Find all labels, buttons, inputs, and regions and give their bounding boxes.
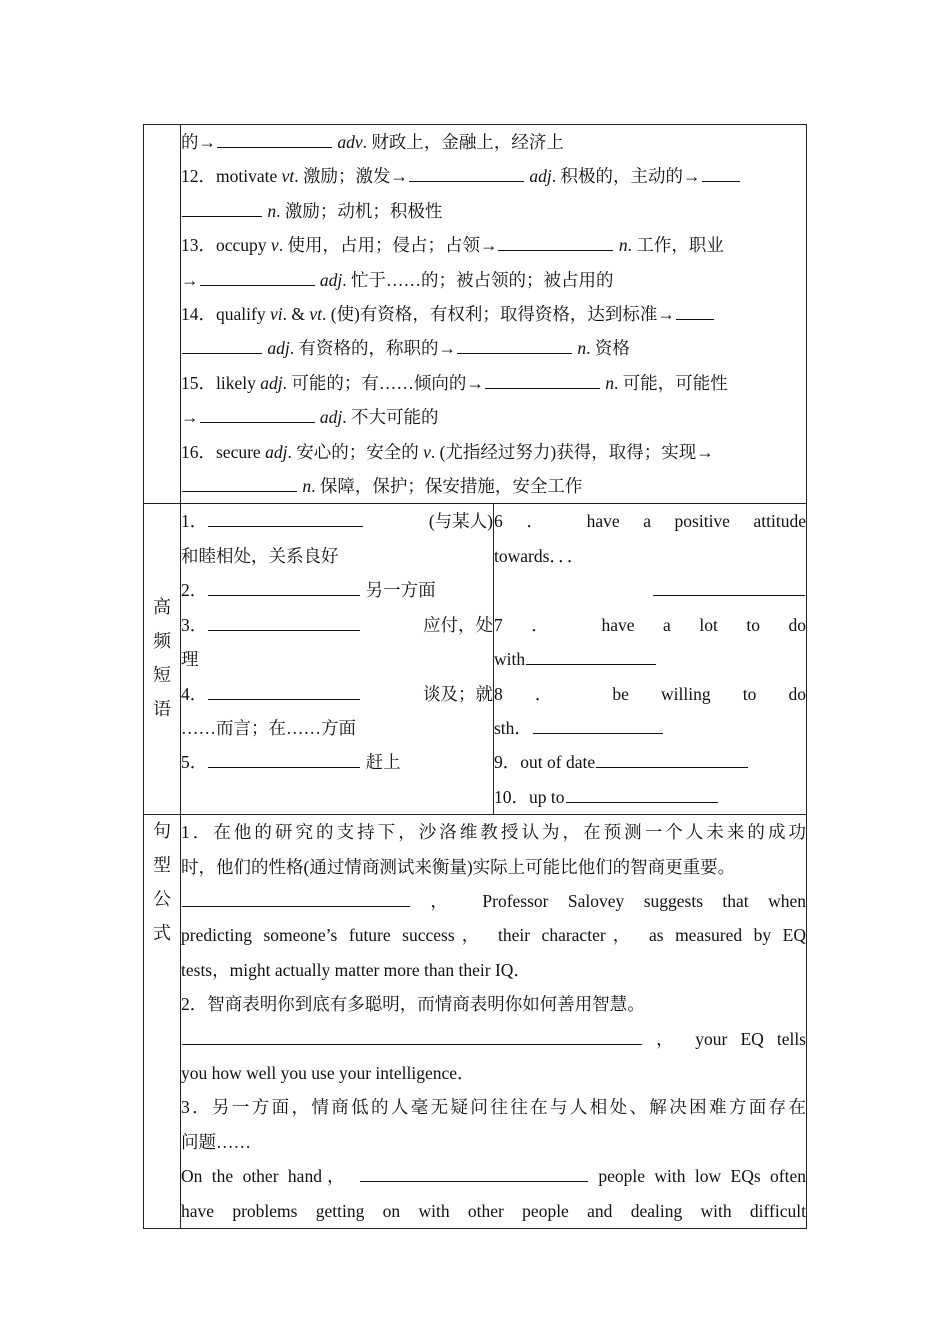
phrases-row	[144, 504, 807, 815]
phrase-text: ……而言；在……方面	[181, 717, 356, 738]
text: 另一方面	[361, 580, 436, 601]
pos-label: vt	[281, 166, 295, 187]
text: . 保障，保护；保安措施，安全工作	[311, 476, 583, 497]
answer-blank[interactable]	[182, 471, 297, 492]
vocab-line	[181, 435, 806, 469]
text: 2．	[181, 580, 208, 601]
sentences-category-cell	[144, 815, 181, 1229]
answer-blank[interactable]	[208, 747, 360, 768]
text: with	[494, 649, 526, 670]
category-label: 句型公式	[153, 821, 171, 945]
answer-blank[interactable]	[485, 368, 600, 389]
text: people with low EQs often	[598, 1166, 806, 1187]
phrases-right-cell	[494, 504, 807, 815]
answer-blank[interactable]	[200, 265, 315, 286]
text: →	[181, 269, 199, 290]
phrase-text: towards．．．	[494, 545, 585, 566]
pos-label: v	[270, 235, 279, 256]
answer-blank[interactable]	[182, 886, 410, 907]
text: . 激励；激发→	[294, 166, 408, 187]
sentence-text: 3．另一方面，情商低的人毫无疑问往往在与人相处、解决困难方面存在	[181, 1097, 806, 1118]
sentence-text: 时，他们的性格(通过情商测试来衡量)实际上可能比他们的智商更重要。	[181, 856, 736, 877]
answer-blank[interactable]	[409, 161, 524, 182]
vocab-line	[181, 194, 806, 228]
pos-label: n	[302, 476, 312, 497]
sentence-line	[181, 1159, 806, 1193]
phrase-item	[181, 677, 493, 711]
pos-label: n	[267, 200, 277, 221]
sentence-text: 问题……	[181, 1131, 251, 1152]
answer-blank[interactable]	[208, 610, 360, 631]
answer-blank[interactable]	[526, 644, 656, 665]
pos-label: adj	[529, 166, 552, 187]
phrase-item	[494, 780, 806, 814]
phrase-item	[181, 608, 493, 642]
answer-blank[interactable]	[208, 575, 360, 596]
answer-blank[interactable]	[533, 713, 663, 734]
phrase-item	[494, 745, 806, 779]
text: 应付，处	[423, 614, 493, 635]
text: . 不大可能的	[342, 407, 439, 428]
worksheet-table	[143, 124, 807, 1229]
answer-blank[interactable]	[182, 1024, 642, 1045]
sentence-text: have problems getting on with other people and dealing with difficult	[181, 1200, 806, 1221]
text: 15．likely	[181, 372, 261, 393]
sentence-line	[181, 884, 806, 918]
category-label: 高频短语	[153, 597, 171, 721]
text: (与某人)	[428, 511, 493, 532]
text: . 忙于……的；被占领的；被占用的	[342, 269, 614, 290]
phrase-item	[181, 745, 493, 779]
pos-label: adv	[337, 132, 363, 152]
vocab-line	[181, 400, 806, 434]
text: 16．secure	[181, 441, 266, 462]
pos-label: n	[618, 235, 628, 256]
text: 4．	[181, 683, 208, 704]
text: . 工作，职业	[627, 235, 724, 256]
text: ， Professor Salovey suggests that when	[430, 890, 806, 911]
pos-label: vt	[309, 304, 322, 325]
text: →	[181, 407, 199, 428]
text: . 资格	[586, 338, 630, 359]
phrases-left-cell	[181, 504, 494, 815]
text: sth．	[494, 717, 532, 738]
vocab-cell	[181, 125, 807, 504]
pos-label: adj	[319, 407, 343, 428]
vocab-line	[181, 263, 806, 297]
text: . 安心的；安全的	[287, 441, 424, 462]
text: 10．up to	[494, 786, 565, 807]
phrase-text: 6 ． have a positive attitude	[494, 511, 806, 532]
text: 12．motivate	[181, 166, 282, 187]
answer-blank[interactable]	[208, 506, 363, 527]
answer-blank[interactable]	[566, 782, 718, 803]
vocab-line	[181, 469, 806, 503]
text: 的→	[181, 132, 216, 152]
answer-blank[interactable]	[182, 333, 262, 354]
sentence-text: 1．在他的研究的支持下，沙洛维教授认为，在预测一个人未来的成功	[181, 822, 806, 843]
phrase-text: 8 ． be willing to do	[494, 683, 806, 704]
vocab-category-cell	[144, 125, 181, 504]
sentence-text: predicting someone’s future success， their character， as measured by EQ	[181, 925, 806, 946]
text: 9．out of date	[494, 752, 596, 773]
pos-label: n	[605, 372, 614, 393]
answer-blank[interactable]	[596, 747, 748, 768]
answer-blank[interactable]	[676, 299, 714, 320]
pos-label: v	[423, 441, 431, 462]
answer-blank[interactable]	[702, 161, 740, 182]
text: 5．	[181, 752, 208, 773]
phrase-item	[181, 573, 493, 607]
text: 赶上	[361, 752, 401, 773]
phrase-text: 7 ． have a lot to do	[494, 614, 806, 635]
sentence-line	[181, 1022, 806, 1056]
answer-blank[interactable]	[360, 1161, 588, 1182]
sentence-text: tests，might actually matter more than their IQ．	[181, 959, 531, 980]
sentence-text: you how well you use your intelligence．	[181, 1062, 475, 1083]
answer-blank[interactable]	[182, 196, 262, 217]
text: 3．	[181, 614, 208, 635]
text: ， your EQ tells	[656, 1028, 806, 1049]
text: . 激励；动机；积极性	[276, 200, 443, 221]
answer-blank[interactable]	[208, 679, 360, 700]
pos-label: adj	[265, 441, 288, 462]
pos-label: adj	[319, 269, 343, 290]
text: . (使)有资格，有权利；取得资格，达到标准→	[321, 304, 675, 325]
text: . 积极的，主动的→	[551, 166, 701, 187]
pos-label: vi	[269, 304, 283, 325]
text: 13．occupy	[181, 235, 271, 256]
phrase-text: 和睦相处，关系良好	[181, 545, 339, 566]
text: 谈及；就	[423, 683, 493, 704]
vocab-line	[181, 331, 806, 365]
answer-blank[interactable]	[457, 333, 572, 354]
answer-blank[interactable]	[653, 575, 805, 596]
text: 1．	[181, 511, 208, 532]
text: . 有资格的，称职的→	[289, 338, 456, 359]
pos-label: adj	[260, 372, 283, 393]
vocab-line	[181, 297, 806, 331]
text: . 使用，占用；侵占；占领→	[278, 235, 498, 256]
phrase-item	[494, 573, 806, 607]
text: . 财政上，金融上，经济上	[362, 132, 564, 152]
sentences-cell	[181, 815, 807, 1229]
phrase-text: 理	[181, 649, 199, 670]
text: . 可能的；有……倾向的→	[282, 372, 484, 393]
vocab-line	[181, 159, 806, 193]
phrases-category-cell	[144, 504, 181, 815]
vocab-row	[144, 125, 807, 504]
sentences-row	[144, 815, 807, 1229]
answer-blank[interactable]	[200, 402, 315, 423]
text: 14．qualify	[181, 304, 270, 325]
vocab-line	[181, 366, 806, 400]
phrase-item	[181, 504, 493, 538]
answer-blank[interactable]	[217, 127, 332, 148]
vocab-line	[181, 228, 806, 262]
sentence-text: 2．智商表明你到底有多聪明，而情商表明你如何善用智慧。	[181, 994, 645, 1015]
text: . &	[282, 304, 310, 325]
text: . 可能，可能性	[613, 372, 728, 393]
text: . (尤指经过努力)获得，取得；实现→	[430, 441, 714, 462]
answer-blank[interactable]	[498, 230, 613, 251]
vocab-line	[181, 125, 806, 159]
pos-label: adj	[267, 338, 290, 359]
phrase-item	[494, 711, 806, 745]
phrase-item	[494, 642, 806, 676]
text: On the other hand，	[181, 1166, 350, 1187]
pos-label: n	[577, 338, 587, 359]
